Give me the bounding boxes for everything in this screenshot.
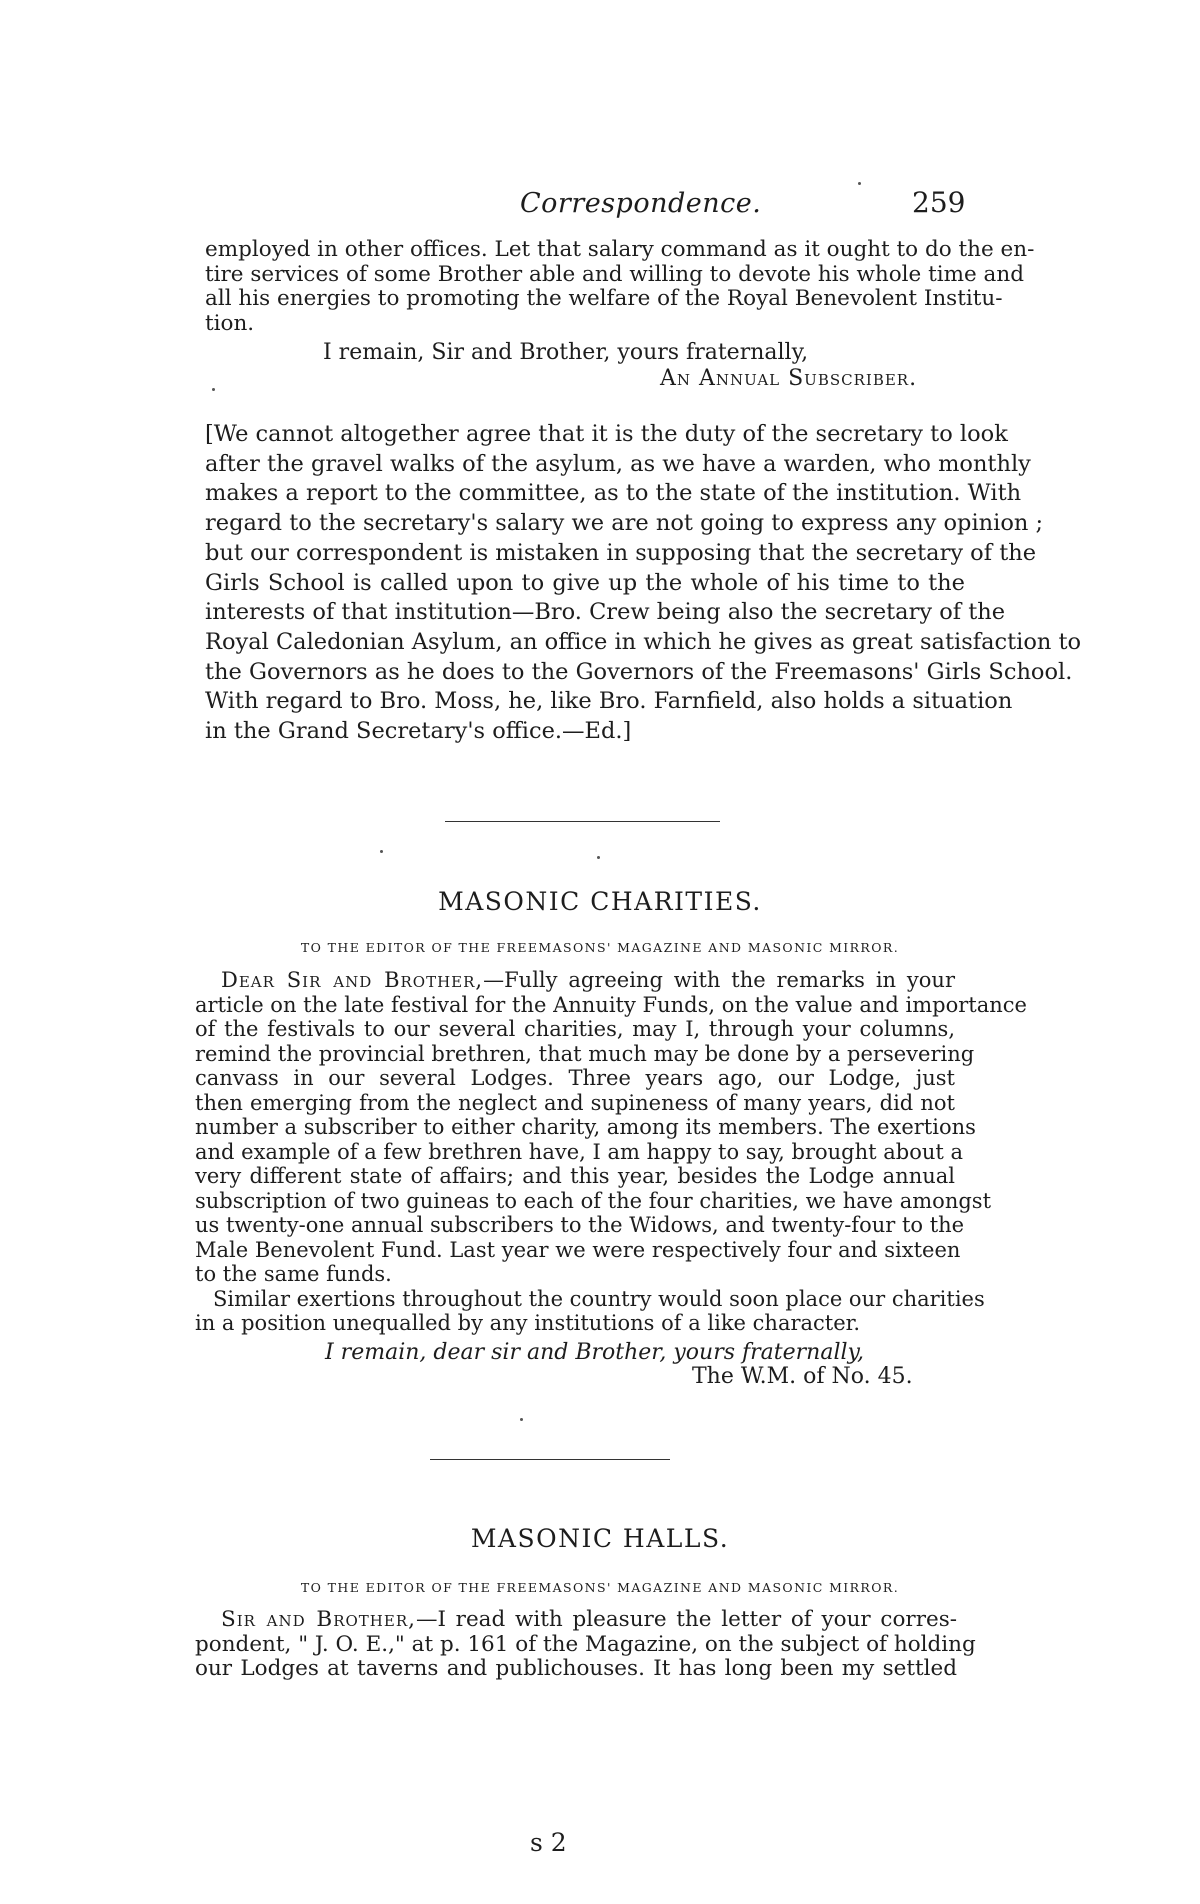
text-line: after the gravel walks of the asylum, as we have a warden, who monthly [205,450,1031,477]
text-line: article on the late festival for the Annuity Funds, on the value and importance [195,992,1027,1017]
text-line [195,968,955,993]
text-line: interests of that institution—Bro. Crew being also the secretary of the [205,599,1006,626]
letter-closing: I remain, dear sir and Brother, yours fraternally, [325,1340,865,1365]
letter-signature: The W.M. of No. 45. [692,1364,913,1389]
text-line: [We cannot altogether agree that it is the duty of the secretary to look [205,421,1008,447]
text-line: of the festivals to our several charities, may I, through your columns, [195,1017,955,1041]
signature-mark: s 2 [530,1828,567,1857]
text-line: Royal Caledonian Asylum, an office in which he gives as great satisfaction to [205,628,1082,655]
text-line: to the same funds. [195,1262,392,1286]
text-line: Similar exertions throughout the country would soon place our charities [213,1286,985,1311]
text-line: With regard to Bro. Moss, he, like Bro. Farnfield, also holds a situation [205,688,1013,715]
text-line: and example of a few brethren have, I am happy to say, brought about a [195,1139,964,1164]
first-line-text: —I read with pleasure the letter of your corres- [415,1607,957,1632]
text-line: Girls School is called upon to give up the whole of his time to the [205,569,965,596]
letter-signature: An Annual Subscriber. [660,366,918,391]
text-line: the Governors as he does to the Governors of the Freemasons' Girls School. [205,658,1073,685]
to-editor-line: TO THE EDITOR OF THE FREEMASONS' MAGAZINE AND MASONIC MIRROR. [300,1580,900,1595]
text-line: very different state of affairs; and this year, besides the Lodge annual [195,1164,955,1188]
text-line: canvass in our several Lodges. Three years ago, our Lodge, just [195,1066,955,1090]
text-line: tion. [205,310,255,336]
letter-closing: I remain, Sir and Brother, yours fraternally, [323,340,809,365]
text-line [195,1608,957,1633]
section-divider [445,821,720,822]
halls-letter-body [195,1607,976,1682]
text-line: remind the provincial brethren, that much may be done by a persevering [195,1041,975,1066]
section-title-masonic-halls: MASONIC HALLS. [470,1524,730,1553]
text-line: but our correspondent is mistaken in supposing that the secretary of the [205,539,1037,566]
editor-note [205,420,1082,747]
text-line: in a position unequalled by any institutions of a like character. [195,1311,861,1335]
text-line: tire services of some Brother able and willing to devote his whole time and [205,261,1024,287]
text-line: subscription of two guineas to each of the four charities, we have amongst [195,1188,992,1213]
print-speck [212,388,215,391]
text-line: pondent, " J. O. E.," at p. 161 of the Magazine, on the subject of holding [195,1631,976,1657]
section-divider [430,1459,670,1460]
text-line: employed in other offices. Let that salary command as it ought to do the en- [205,237,1035,262]
text-line: number a subscriber to either charity, among its members. The exertions [195,1115,976,1139]
salutation: Sir and Brother, [221,1607,416,1632]
print-speck [597,856,600,859]
page-number: 259 [912,186,966,219]
print-speck [520,1418,523,1421]
text-line: us twenty-one annual subscribers to the Widows, and twenty-four to the [195,1213,965,1237]
text-line: regard to the secretary's salary we are not going to express any opinion ; [205,510,1044,537]
text-line: our Lodges at taverns and publichouses. It has long been my settled [195,1656,957,1682]
first-line-text: —Fully agreeing with the remarks in your [483,968,955,992]
salutation: Dear Sir and Brother, [221,968,484,992]
letter-continuation [205,237,1035,336]
text-line: all his energies to promoting the welfare of the Royal Benevolent Institu- [205,286,1003,312]
text-line: makes a report to the committee, as to the state of the institution. With [205,480,1022,507]
text-line: then emerging from the neglect and supineness of many years, did not [195,1090,955,1115]
print-speck [858,182,861,185]
charities-letter-body [195,968,1027,1336]
text-line: Male Benevolent Fund. Last year we were respectively four and sixteen [195,1237,961,1262]
print-speck [380,850,383,853]
text-line: in the Grand Secretary's office.—Ed.] [205,718,632,745]
section-title-masonic-charities: MASONIC CHARITIES. [438,887,762,916]
running-header-title: Correspondence. [520,188,762,219]
to-editor-line: TO THE EDITOR OF THE FREEMASONS' MAGAZINE AND MASONIC MIRROR. [300,940,900,955]
